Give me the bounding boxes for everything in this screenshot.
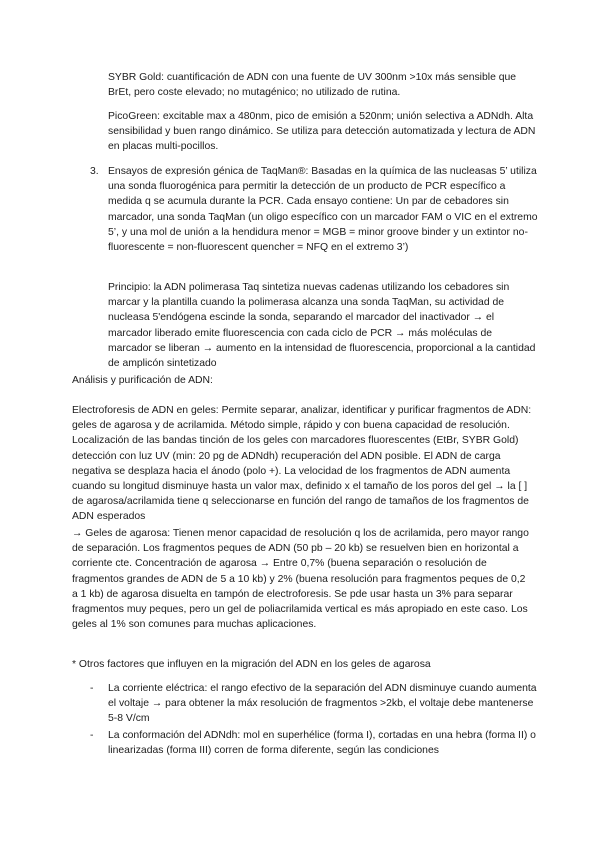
list-number-3: 3. — [90, 166, 99, 177]
other-factors-heading: * Otros factores que influyen en la migración del ADN en los geles de agarosa — [72, 659, 431, 670]
agarosa-paragraph: → Geles de agarosa: Tienen menor capacidad de resolución q los de acrilamida, pero mayor rango de separación. Los fragmentos peques de ADN (50 pb – 20 kb) se resuelven bien en horizontal a corriente cte. Concentración de agarosa → Entre 0,7% (buena separación o resolución de fragmentos grandes de ADN de 5 a 10 kb) y 2% (buena resolución para fragmentos peques de 0,2 a 1 kb) de agarosa disuelta en tampón de electroforesis. Se pde usar hasta un 3% para separar fragmentos muy peques, pero un gel de poliacrilamida vertical es más apropiado en este caso. Los geles al 1% son comunes para muchas aplicaciones. — [72, 528, 529, 631]
principle-paragraph: Principio: la ADN polimerasa Taq sintetiza nuevas cadenas utilizando los cebadores sin marcar y la plantilla cuando la polimerasa alcanza una sonda TaqMan, su actividad de nucleasa 5'endógena escinde la sonda, separando el marcador del inactivador → el marcador liberado emite fluorescencia con cada ciclo de PCR → más moléculas de marcador se liberan → aumento en la intensidad de fluorescencia, proporcional a la cantidad de amplicón sintetizado — [108, 282, 536, 370]
bullet-dash: - — [90, 683, 94, 694]
bullet-dash: - — [90, 730, 94, 741]
sybr-gold-paragraph: SYBR Gold: cuantificación de ADN con una fuente de UV 300nm >10x más sensible que BrEt, pero coste elevado; no mutagénico; no utilizado de rutina. — [108, 72, 517, 99]
picogreen-paragraph: PicoGreen: excitable max a 480nm, pico de emisión a 520nm; unión selectiva a ADNdh. Alta sensibilidad y buen rango dinámico. Se utiliza para detección automatizada y lectura de ADN en placas multi-pocillos. — [108, 111, 536, 153]
bullet-conformation: La conformación del ADNdh: mol en superhélice (forma I), cortadas en una hebra (forma II) o linearizadas (forma III) corren de forma diferente, según las condiciones — [108, 730, 536, 757]
bullet-current: La corriente eléctrica: el rango efectivo de la separación del ADN disminuye cuando aumenta el voltaje → para obtener la máx resolución de fragmentos >2kb, el voltaje debe mantenerse 5-8 V/cm — [108, 683, 537, 725]
electroforesis-paragraph: Electroforesis de ADN en geles: Permite separar, analizar, identificar y purificar fragmentos de ADN: geles de agarosa y de acrilamida. Método simple, rápido y con buena capacidad de resolución. Localización de las bandas tinción de los geles con marcadores fluorescentes (EtBr, SYBR Gold) detección con luz UV (min: 20 pg de ADNdh) recuperación del ADN posible. El ADN de carga negativa se desplaza hacia el ánodo (polo +). La velocidad de los fragmentos de ADN aumenta cuando su longitud disminuye hasta un valor max, definido x el tamaño de los poros del gel → la [ ] de agarosa/acrilamida tiene q seleccionarse en función del rango de tamaños de los fragmentos de ADN esperados — [72, 405, 532, 523]
section-heading: Análisis y purificación de ADN: — [72, 375, 213, 386]
taqman-paragraph: Ensayos de expresión génica de TaqMan®: Basadas en la química de las nucleasas 5’ utiliza una sonda fluorogénica para permitir la detección de un producto de PCR específico a medida q se acumula durante la PCR. Cada ensayo contiene: Un par de cebadores sin marcador, una sonda TaqMan (un oligo específico con un marcador FAM o VIC en el extremo 5’, y una mol de unión a la hendidura menor = MGB = minor groove binder y un extintor no-fluorescente = non-fluorescent quencher = NFQ en el extremo 3’) — [108, 166, 538, 254]
